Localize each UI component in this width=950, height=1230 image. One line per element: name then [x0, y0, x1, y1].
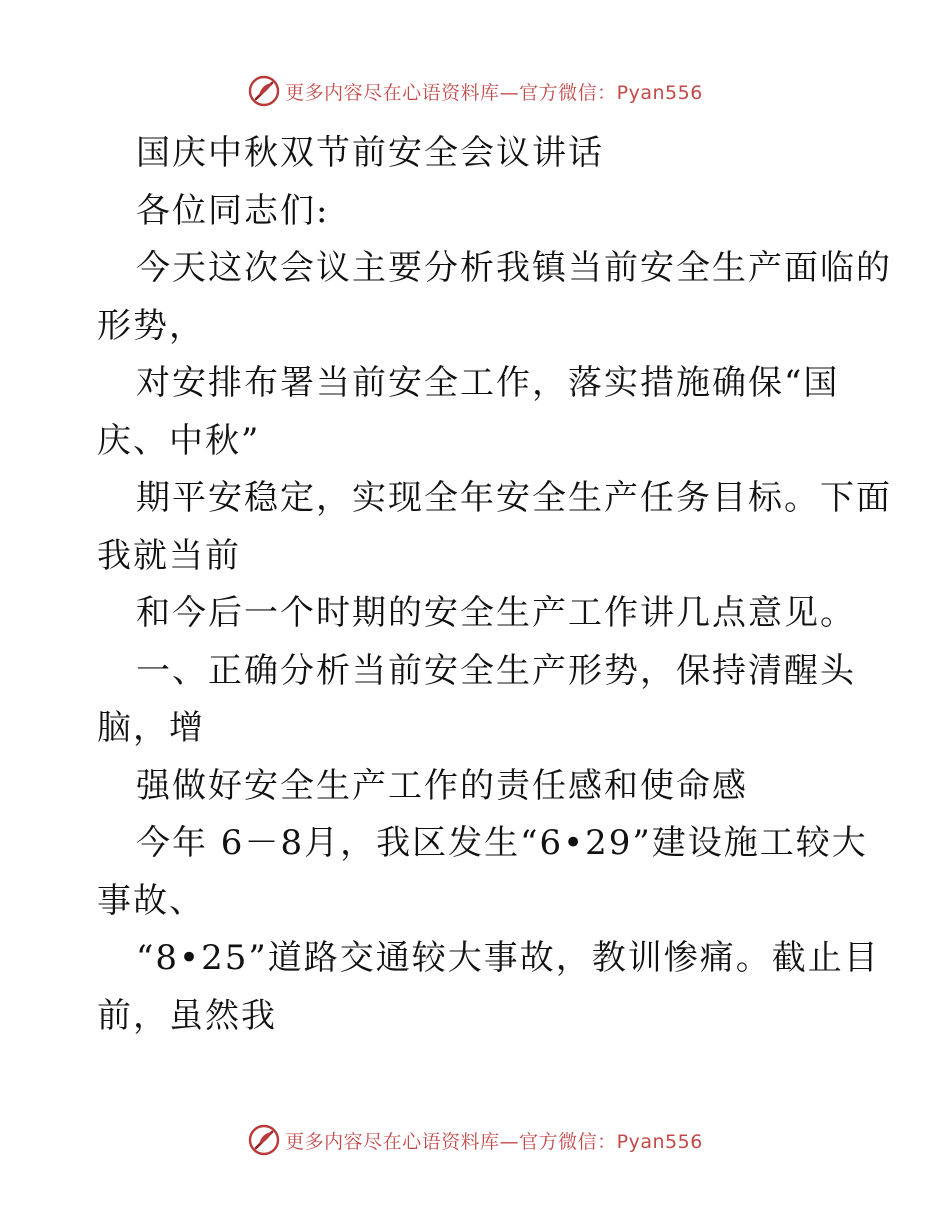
text-line: 各位同志们: [136, 190, 330, 231]
text-line: 我就当前 [97, 535, 241, 576]
text-line: 前，虽然我 [97, 995, 277, 1036]
text-line: “8•25”道路交通较大事故，教训惨痛。截止目 [136, 938, 880, 978]
text-line: 形势， [97, 305, 205, 346]
text-line: 和今后一个时期的安全生产工作讲几点意见。 [136, 593, 856, 633]
watermark-footer [0, 1120, 950, 1160]
text-line: 事故、 [97, 880, 205, 921]
watermark-text: 更多内容尽在心语资料库—官方微信：Pyan556 [285, 1130, 703, 1153]
quill-logo-icon [247, 74, 281, 108]
text-line: 脑，增 [97, 708, 205, 748]
text-line: 期平安稳定，实现全年安全生产任务目标。下面 [136, 478, 892, 518]
quill-logo-icon [247, 1123, 281, 1157]
text-line: 今天这次会议主要分析我镇当前安全生产面临的 [136, 248, 892, 288]
text-line: 一、正确分析当前安全生产形势，保持清醒头 [136, 650, 856, 691]
text-line: 强做好安全生产工作的责任感和使命感 [136, 765, 748, 806]
text-line: 庆、中秋” [97, 420, 261, 461]
text-line: 对安排布署当前安全工作，落实措施确保“国 [136, 363, 840, 403]
text-line: 国庆中秋双节前安全会议讲话 [136, 133, 604, 173]
watermark-text: 更多内容尽在心语资料库—官方微信：Pyan556 [285, 81, 703, 104]
watermark-header [0, 71, 950, 111]
text-line: 今年 6－8月，我区发生“6•29”建设施工较大 [136, 823, 868, 863]
document-body [97, 125, 892, 1045]
